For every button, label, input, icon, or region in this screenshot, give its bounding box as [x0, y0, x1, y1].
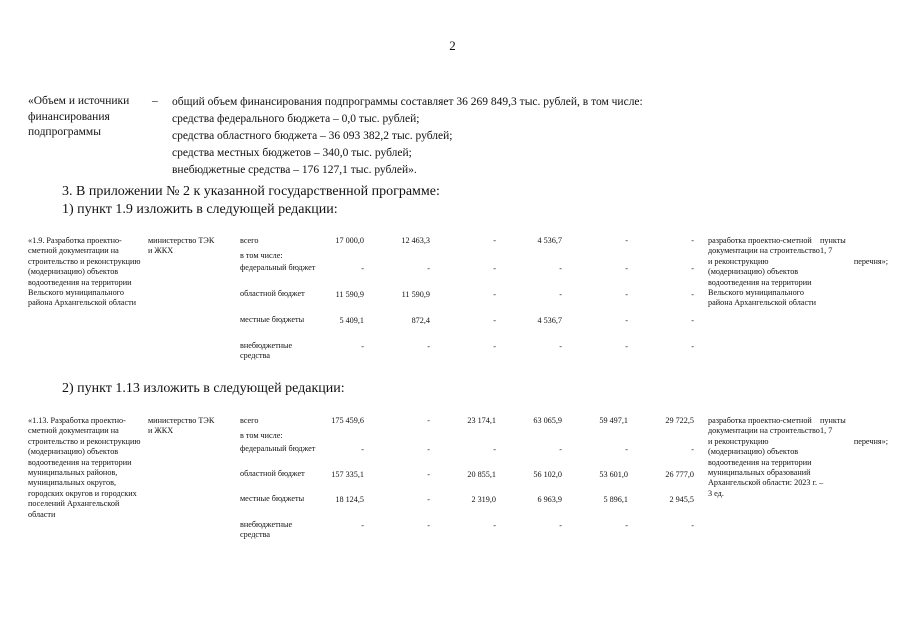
executor: министерство ТЭК и ЖКХ [148, 416, 215, 436]
value-cell: 157 335,1 [331, 470, 364, 479]
source-label: внебюджетные средства [240, 520, 293, 540]
executor: министерство ТЭК и ЖКХ [148, 236, 215, 256]
passport-line: средства областного бюджета – 36 093 382,2 тыс. рублей; [172, 130, 453, 142]
value-cell: 5 409,1 [339, 316, 364, 325]
value-cell: - [691, 236, 694, 245]
value-cell: - [427, 495, 430, 504]
value-cell: - [691, 342, 694, 351]
value-cell: 53 601,0 [599, 470, 628, 479]
value-cell: 4 536,7 [537, 236, 562, 245]
value-cell: 59 497,1 [599, 416, 628, 425]
source-label: областной бюджет [240, 469, 305, 478]
value-cell: - [625, 236, 628, 245]
list-items-ref [820, 416, 888, 447]
value-cell: - [493, 236, 496, 245]
expected-result: разработка проектно-сметной документации на строительство и реконструкцию (модернизацию) объектов водоотведения на территории муниципальных образований Архангельской области: 2023 г. – 3 ед. [708, 416, 824, 498]
section-subheading: 1) пункт 1.9 изложить в следующей редакции: [62, 202, 338, 217]
value-cell: 17 000,0 [335, 236, 364, 245]
value-cell: - [493, 290, 496, 299]
value-cell: - [559, 290, 562, 299]
value-cell: 4 536,7 [537, 316, 562, 325]
value-cell: - [361, 342, 364, 351]
passport-line: средства местных бюджетов – 340,0 тыс. рублей; [172, 147, 412, 159]
section-subheading: 2) пункт 1.13 изложить в следующей редакции: [62, 381, 345, 396]
passport-line: средства федерального бюджета – 0,0 тыс. рублей; [172, 113, 420, 125]
source-label: федеральный бюджет [240, 444, 316, 453]
value-cell: 11 590,9 [401, 290, 430, 299]
value-cell: - [691, 264, 694, 273]
value-cell: 5 896,1 [603, 495, 628, 504]
value-cell: - [625, 445, 628, 454]
value-cell: 175 459,6 [331, 416, 364, 425]
value-cell: - [559, 445, 562, 454]
passport-line: общий объем финансирования подпрограммы составляет 36 269 849,3 тыс. рублей, в том числе: [172, 96, 643, 108]
source-label: областной бюджет [240, 289, 305, 298]
value-cell: - [691, 290, 694, 299]
value-cell: 18 124,5 [335, 495, 364, 504]
source-label: местные бюджеты [240, 494, 305, 503]
items-ref-line: перечня»; [853, 436, 888, 446]
value-cell: 23 174,1 [467, 416, 496, 425]
value-cell: - [493, 521, 496, 530]
value-cell: - [427, 445, 430, 454]
passport-label: «Объем и источники финансирования подпрограммы [28, 95, 130, 138]
value-cell: - [691, 316, 694, 325]
value-cell: 20 855,1 [467, 470, 496, 479]
passport-body [172, 94, 872, 179]
value-cell: 56 102,0 [533, 470, 562, 479]
value-cell: - [691, 521, 694, 530]
value-cell: - [361, 264, 364, 273]
page-number: 2 [449, 38, 456, 53]
source-label: внебюджетные средства [240, 341, 293, 361]
value-cell: - [427, 416, 430, 425]
value-cell: - [559, 342, 562, 351]
value-cell: - [691, 445, 694, 454]
value-cell: 12 463,3 [401, 236, 430, 245]
value-cell: - [559, 264, 562, 273]
source-label: всего [240, 236, 259, 245]
value-cell: - [427, 470, 430, 479]
value-cell: 26 777,0 [665, 470, 694, 479]
value-cell: - [625, 316, 628, 325]
passport-line: внебюджетные средства – 176 127,1 тыс. рублей». [172, 164, 417, 176]
items-ref-line: 1, 7 [820, 426, 833, 436]
expected-result: разработка проектно-сметной документации на строительство и реконструкцию (модернизацию) объектов водоотведения на территории Вельского муниципального района Архангельской области [708, 236, 820, 308]
source-label: федеральный бюджет [240, 263, 316, 272]
value-cell: - [361, 445, 364, 454]
value-cell: - [625, 290, 628, 299]
source-label: местные бюджеты [240, 315, 305, 324]
source-label: всего [240, 416, 259, 425]
value-cell: - [625, 264, 628, 273]
value-cell: 29 722,5 [665, 416, 694, 425]
section-heading: 3. В приложении № 2 к указанной государственной программе: [62, 184, 440, 199]
value-cell: - [625, 342, 628, 351]
value-cell: - [427, 342, 430, 351]
value-cell: 2 945,5 [669, 495, 694, 504]
value-cell: - [493, 264, 496, 273]
measure-name: «1.9. Разработка проектно-сметной документации на строительство и реконструкцию (модернизацию) объектов водоотведения на территории Вельского муниципального района Архангельской области [28, 236, 141, 308]
items-ref-line: перечня»; [853, 256, 888, 266]
items-ref-line: пункты [820, 416, 846, 425]
value-cell: - [559, 521, 562, 530]
value-cell: 2 319,0 [471, 495, 496, 504]
value-cell: - [625, 521, 628, 530]
measure-name: «1.13. Разработка проектно-сметной документации на строительство и реконструкцию (модернизацию) объектов водоотведения на территории муниципальных районов, муниципальных округов, городских округов и городских поселений Архангельской области [28, 416, 141, 519]
passport-dash: – [152, 95, 158, 107]
source-label: в том числе: [240, 431, 283, 440]
items-ref-line: пункты [820, 236, 846, 245]
value-cell: 6 963,9 [537, 495, 562, 504]
value-cell: 11 590,9 [335, 290, 364, 299]
value-cell: - [361, 521, 364, 530]
value-cell: - [427, 521, 430, 530]
source-label: в том числе: [240, 251, 283, 260]
items-ref-line: 1, 7 [820, 246, 833, 256]
value-cell: - [427, 264, 430, 273]
value-cell: - [493, 316, 496, 325]
list-items-ref [820, 236, 888, 267]
value-cell: - [493, 445, 496, 454]
value-cell: 63 065,9 [533, 416, 562, 425]
value-cell: 872,4 [411, 316, 430, 325]
value-cell: - [493, 342, 496, 351]
